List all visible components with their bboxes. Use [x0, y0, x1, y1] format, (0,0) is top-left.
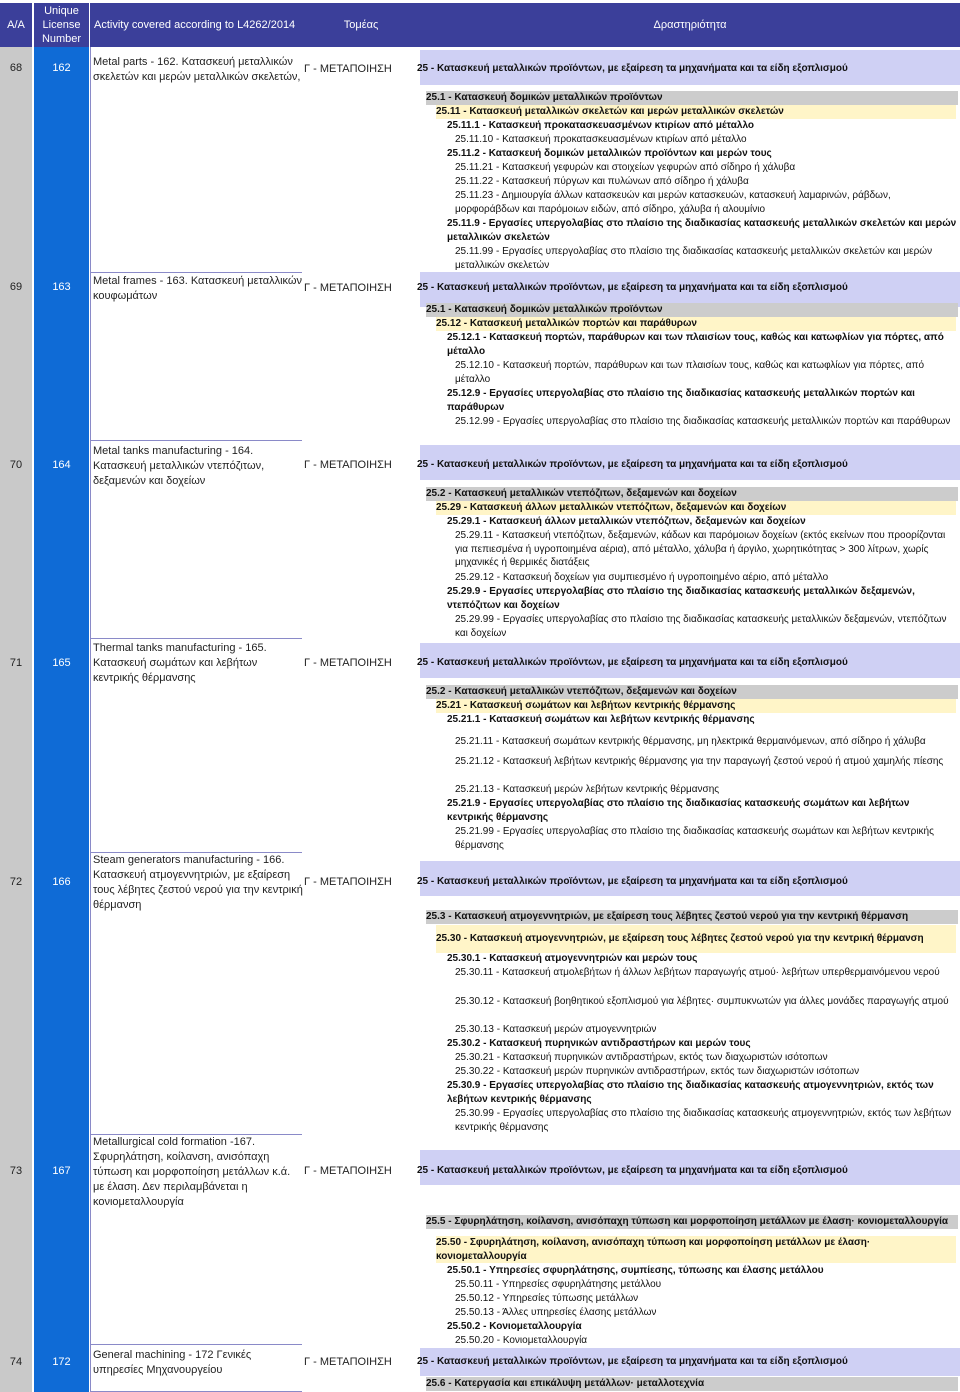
main-activity: 25 - Κατασκευή μεταλλικών προϊόντων, με εξαίρεση τα μηχανήματα και τα είδη εξοπλισμού [417, 1165, 848, 1176]
code-line: 25.21.9 - Εργασίες υπεργολαβίας στο πλαίσιο της διαδικασίας κατασκευής σωμάτων και λεβήτων κεντρικής θέρμανσης [447, 798, 910, 823]
header-aa [0, 3, 32, 47]
code-line: 25.30.9 - Εργασίες υπεργολαβίας στο πλαίσιο της διαδικασίας κατασκευής ατμογεννητριών, εκτός των λεβήτων κεντρικής θέρμανσης [447, 1080, 934, 1105]
row-number: 69 [9, 281, 23, 293]
code-line: 25.30.22 - Κατασκευή μερών πυρηνικών αντιδραστήρων, εκτός των διαχωριστών ισότοπων [455, 1066, 860, 1077]
row-number: 73 [9, 1165, 23, 1177]
activity-text: Metallurgical cold formation -167. Σφυρηλάτηση, κοίλανση, ανισόπαχη τύπωση και μορφοποίηση μετάλλων κ.ά. με έλαση. Δεν περιλαμβάνεται η κονιομεταλλουργία [93, 1136, 291, 1208]
code-line: 25.50.2 - Κονιομεταλλουργία [447, 1321, 582, 1332]
sector-text: Γ - ΜΕΤΑΠΟΙΗΣΗ [304, 1356, 392, 1368]
license-number: 165 [52, 657, 71, 669]
license-number: 164 [52, 459, 71, 471]
code-line: 25.11.23 - Δημιουργία άλλων κατασκευών και μερών κατασκευών, κατασκευή λαμαρινών, ράβδων, μορφοράβδων και παρόμοιων ειδών, από σίδηρο, χάλυβα ή αλουμίνιο [455, 190, 891, 215]
code-line: 25.30.99 - Εργασίες υπεργολαβίας στο πλαίσιο της διαδικασίας κατασκευής ατμογεννητριών, εκτός των λεβήτων κεντρικής θέρμανσης [455, 1108, 952, 1133]
code-line: 25.30.1 - Κατασκευή ατμογεννητριών και μερών τους [447, 953, 698, 964]
code-line: 25.50.12 - Υπηρεσίες τύπωσης μετάλλων [455, 1293, 639, 1304]
code-line: 25.29.9 - Εργασίες υπεργολαβίας στο πλαίσιο της διαδικασίας κατασκευής μεταλλικών δεξαμενών, ντεπόζιτων και δοχείων [447, 586, 915, 611]
code-line: 25.5 - Σφυρηλάτηση, κοίλανση, ανισόπαχη τύπωση και μορφοποίηση μετάλλων με έλαση· κονιομεταλλουργία [426, 1215, 958, 1229]
header-license [34, 3, 89, 47]
code-line: 25.30.12 - Κατασκευή βοηθητικού εξοπλισμού για λέβητες· συμπυκνωτών για άλλες μονάδες παραγωγής ατμού [455, 996, 949, 1007]
code-line: 25.12.1 - Κατασκευή πορτών, παράθυρων και των πλαισίων τους, καθώς και κατωφλίων για πόρτες, από μέταλλο [447, 332, 944, 357]
activity-text: Metal tanks manufacturing - 164. Κατασκευή μεταλλικών ντεπόζιτων, δεξαμενών και δοχείων [93, 445, 265, 487]
code-line: 25.6 - Κατεργασία και επικάλυψη μετάλλων· μεταλλοτεχνία [426, 1377, 958, 1391]
license-number: 167 [52, 1165, 71, 1177]
header-sector-label: Τομέας [343, 19, 379, 31]
code-line: 25.21 - Κατασκευή σωμάτων και λεβήτων κεντρικής θέρμανσης [436, 699, 956, 713]
activity-text: General machining - 172 Γενικές υπηρεσίες Μηχανουργείου [93, 1349, 252, 1376]
code-line: 25.21.1 - Κατασκευή σωμάτων και λεβήτων κεντρικής θέρμανσης [447, 714, 755, 725]
sector-text: Γ - ΜΕΤΑΠΟΙΗΣΗ [304, 1165, 392, 1177]
code-line: 25.11.10 - Κατασκευή προκατασκευασμένων κτιρίων από μέταλλο [455, 134, 747, 145]
row-number: 71 [9, 657, 23, 669]
row-number: 72 [9, 876, 23, 888]
code-line: 25.2 - Κατασκευή μεταλλικών ντεπόζιτων, δεξαμενών και δοχείων [426, 487, 958, 501]
main-activity: 25 - Κατασκευή μεταλλικών προϊόντων, με εξαίρεση τα μηχανήματα και τα είδη εξοπλισμού [417, 282, 848, 293]
row-number: 68 [9, 62, 23, 74]
code-line: 25.21.13 - Κατασκευή μερών λεβήτων κεντρικής θέρμανσης [455, 784, 720, 795]
row-number: 74 [9, 1356, 23, 1368]
main-activity: 25 - Κατασκευή μεταλλικών προϊόντων, με εξαίρεση τα μηχανήματα και τα είδη εξοπλισμού [417, 459, 848, 470]
sector-text: Γ - ΜΕΤΑΠΟΙΗΣΗ [304, 282, 392, 294]
code-line: 25.50.20 - Κονιομεταλλουργία [455, 1335, 588, 1346]
code-line: 25.29.1 - Κατασκευή άλλων μεταλλικών ντεπόζιτων, δεξαμενών και δοχείων [447, 516, 806, 527]
header-activity-label: Activity covered according to L4262/2014 [94, 19, 296, 31]
main-activity: 25 - Κατασκευή μεταλλικών προϊόντων, με εξαίρεση τα μηχανήματα και τα είδη εξοπλισμού [417, 657, 848, 668]
code-line: 25.21.99 - Εργασίες υπεργολαβίας στο πλαίσιο της διαδικασίας κατασκευής σωμάτων και λεβήτων κεντρικής θέρμανσης [455, 826, 934, 851]
code-line: 25.21.11 - Κατασκευή σωμάτων κεντρικής θέρμανσης, μη ηλεκτρικά θερμαινόμενων, από σίδηρο ή χάλυβα [455, 736, 926, 747]
code-line: 25.29.12 - Κατασκευή δοχείων για συμπιεσμένο ή υγροποιημένο αέριο, από μέταλλο [455, 572, 829, 583]
code-line: 25.2 - Κατασκευή μεταλλικών ντεπόζιτων, δεξαμενών και δοχείων [426, 685, 958, 699]
license-number: 163 [52, 281, 71, 293]
header-activity [90, 3, 302, 47]
activity-text: Metal parts - 162. Κατασκευή μεταλλικών σκελετών και μερών μεταλλικών σκελετών, [93, 56, 301, 83]
code-line: 25.30.11 - Κατασκευή ατμολεβήτων ή άλλων λεβήτων παραγωγής ατμού· λεβήτων υπερθερμαινόμενου νερού [455, 967, 940, 978]
code-line: 25.1 - Κατασκευή δομικών μεταλλικών προϊόντων [426, 303, 958, 317]
code-line: 25.12.99 - Εργασίες υπεργολαβίας στο πλαίσιο της διαδικασίας κατασκευής μεταλλικών πορτών και παράθυρων [455, 416, 951, 427]
code-line: 25.30.13 - Κατασκευή μερών ατμογεννητριών [455, 1024, 657, 1035]
code-line: 25.29.99 - Εργασίες υπεργολαβίας στο πλαίσιο της διαδικασίας κατασκευής μεταλλικών δεξαμενών, ντεπόζιτων και δοχείων [455, 614, 947, 639]
license-number: 162 [52, 62, 71, 74]
activity-text: Thermal tanks manufacturing - 165. Κατασκευή σωμάτων και λεβήτων κεντρικής θέρμανσης [93, 642, 267, 684]
code-line: 25.11.2 - Κατασκευή δομικών μεταλλικών προϊόντων και μερών τους [447, 148, 772, 159]
header-aa-label: A/A [7, 19, 25, 31]
header-sector [302, 3, 420, 47]
code-line: 25.12 - Κατασκευή μεταλλικών πορτών και παράθυρων [436, 317, 956, 331]
code-line: 25.11.22 - Κατασκευή πύργων και πυλώνων από σίδηρο ή χάλυβα [455, 176, 749, 187]
code-line: 25.50 - Σφυρηλάτηση, κοίλανση, ανισόπαχη τύπωση και μορφοποίηση μετάλλων με έλαση· κονιομεταλλουργία [436, 1236, 956, 1263]
code-line: 25.29.11 - Κατασκευή ντεπόζιτων, δεξαμενών, κάδων και παρόμοιων δοχείων (εκτός εκείνων που προορίζονται για πεπιεσμένα ή υγροποιημένα αέρια), από μέταλλο, χάλυβα ή άργιλο, χωρητικότητας > 300 λίτρων, χωρίς μηχανικές ή θερμικές διατάξεις [455, 530, 946, 568]
license-number: 166 [52, 876, 71, 888]
code-line: 25.11.9 - Εργασίες υπεργολαβίας στο πλαίσιο της διαδικασίας κατασκευής μεταλλικών σκελετών και μερών μεταλλικών σκελετών [447, 218, 957, 243]
aa-column [0, 47, 32, 1392]
code-line: 25.30.2 - Κατασκευή πυρηνικών αντιδραστήρων και μερών τους [447, 1038, 751, 1049]
code-line: 25.12.10 - Κατασκευή πορτών, παράθυρων και των πλαισίων τους, καθώς και κατωφλίων για πόρτες, από μέταλλο [455, 360, 924, 385]
code-line: 25.11.99 - Εργασίες υπεργολαβίας στο πλαίσιο της διαδικασίας κατασκευής μεταλλικών σκελετών και μερών μεταλλικών σκελετών [455, 246, 933, 271]
activity-text: Metal frames - 163. Κατασκευή μεταλλικών κουφωμάτων [93, 275, 302, 302]
header-activity-gr [420, 3, 960, 47]
code-line: 25.1 - Κατασκευή δομικών μεταλλικών προϊόντων [426, 91, 958, 105]
code-line: 25.50.11 - Υπηρεσίες σφυρηλάτησης μετάλλου [455, 1279, 662, 1290]
activity-text: Steam generators manufacturing - 166. Κατασκευή ατμογεννητριών, με εξαίρεση τους λέβητες ζεστού νερού για την κεντρική θέρμανση [93, 854, 303, 911]
license-number: 172 [52, 1356, 71, 1368]
main-activity: 25 - Κατασκευή μεταλλικών προϊόντων, με εξαίρεση τα μηχανήματα και τα είδη εξοπλισμού [417, 876, 848, 887]
sector-text: Γ - ΜΕΤΑΠΟΙΗΣΗ [304, 657, 392, 669]
sector-text: Γ - ΜΕΤΑΠΟΙΗΣΗ [304, 63, 392, 75]
code-line: 25.30.21 - Κατασκευή πυρηνικών αντιδραστήρων, εκτός των διαχωριστών ισότοπων [455, 1052, 828, 1063]
sector-text: Γ - ΜΕΤΑΠΟΙΗΣΗ [304, 459, 392, 471]
header-license-label: Unique License Number [41, 5, 82, 45]
code-line: 25.50.13 - Άλλες υπηρεσίες έλασης μετάλλων [455, 1307, 657, 1318]
code-line: 25.30 - Κατασκευή ατμογεννητριών, με εξαίρεση τους λέβητες ζεστού νερού για την κεντρική θέρμανση [436, 925, 956, 953]
code-line: 25.29 - Κατασκευή άλλων μεταλλικών ντεπόζιτων, δεξαμενών και δοχείων [436, 501, 956, 515]
code-line: 25.11 - Κατασκευή μεταλλικών σκελετών και μερών μεταλλικών σκελετών [436, 105, 956, 119]
license-column [34, 47, 89, 1392]
code-line: 25.11.1 - Κατασκευή προκατασκευασμένων κτιρίων από μέταλλο [447, 120, 754, 131]
code-line: 25.3 - Κατασκευή ατμογεννητριών, με εξαίρεση τους λέβητες ζεστού νερού για την κεντρική θέρμανση [426, 910, 958, 924]
row-number: 70 [9, 459, 23, 471]
sector-text: Γ - ΜΕΤΑΠΟΙΗΣΗ [304, 876, 392, 888]
code-line: 25.50.1 - Υπηρεσίες σφυρηλάτησης, συμπίεσης, τύπωσης και έλασης μετάλλου [447, 1265, 824, 1276]
main-activity: 25 - Κατασκευή μεταλλικών προϊόντων, με εξαίρεση τα μηχανήματα και τα είδη εξοπλισμού [417, 63, 848, 74]
code-line: 25.21.12 - Κατασκευή λεβήτων κεντρικής θέρμανσης για την παραγωγή ζεστού νερού ή ατμού χαμηλής πίεσης [455, 756, 944, 767]
code-line: 25.11.21 - Κατασκευή γεφυρών και στοιχείων γεφυρών από σίδηρο ή χάλυβα [455, 162, 796, 173]
code-line: 25.12.9 - Εργασίες υπεργολαβίας στο πλαίσιο της διαδικασίας κατασκευής μεταλλικών πορτών και παράθυρων [447, 388, 915, 413]
main-activity: 25 - Κατασκευή μεταλλικών προϊόντων, με εξαίρεση τα μηχανήματα και τα είδη εξοπλισμού [417, 1356, 848, 1367]
header-activity-gr-label: Δραστηριότητα [653, 19, 727, 31]
